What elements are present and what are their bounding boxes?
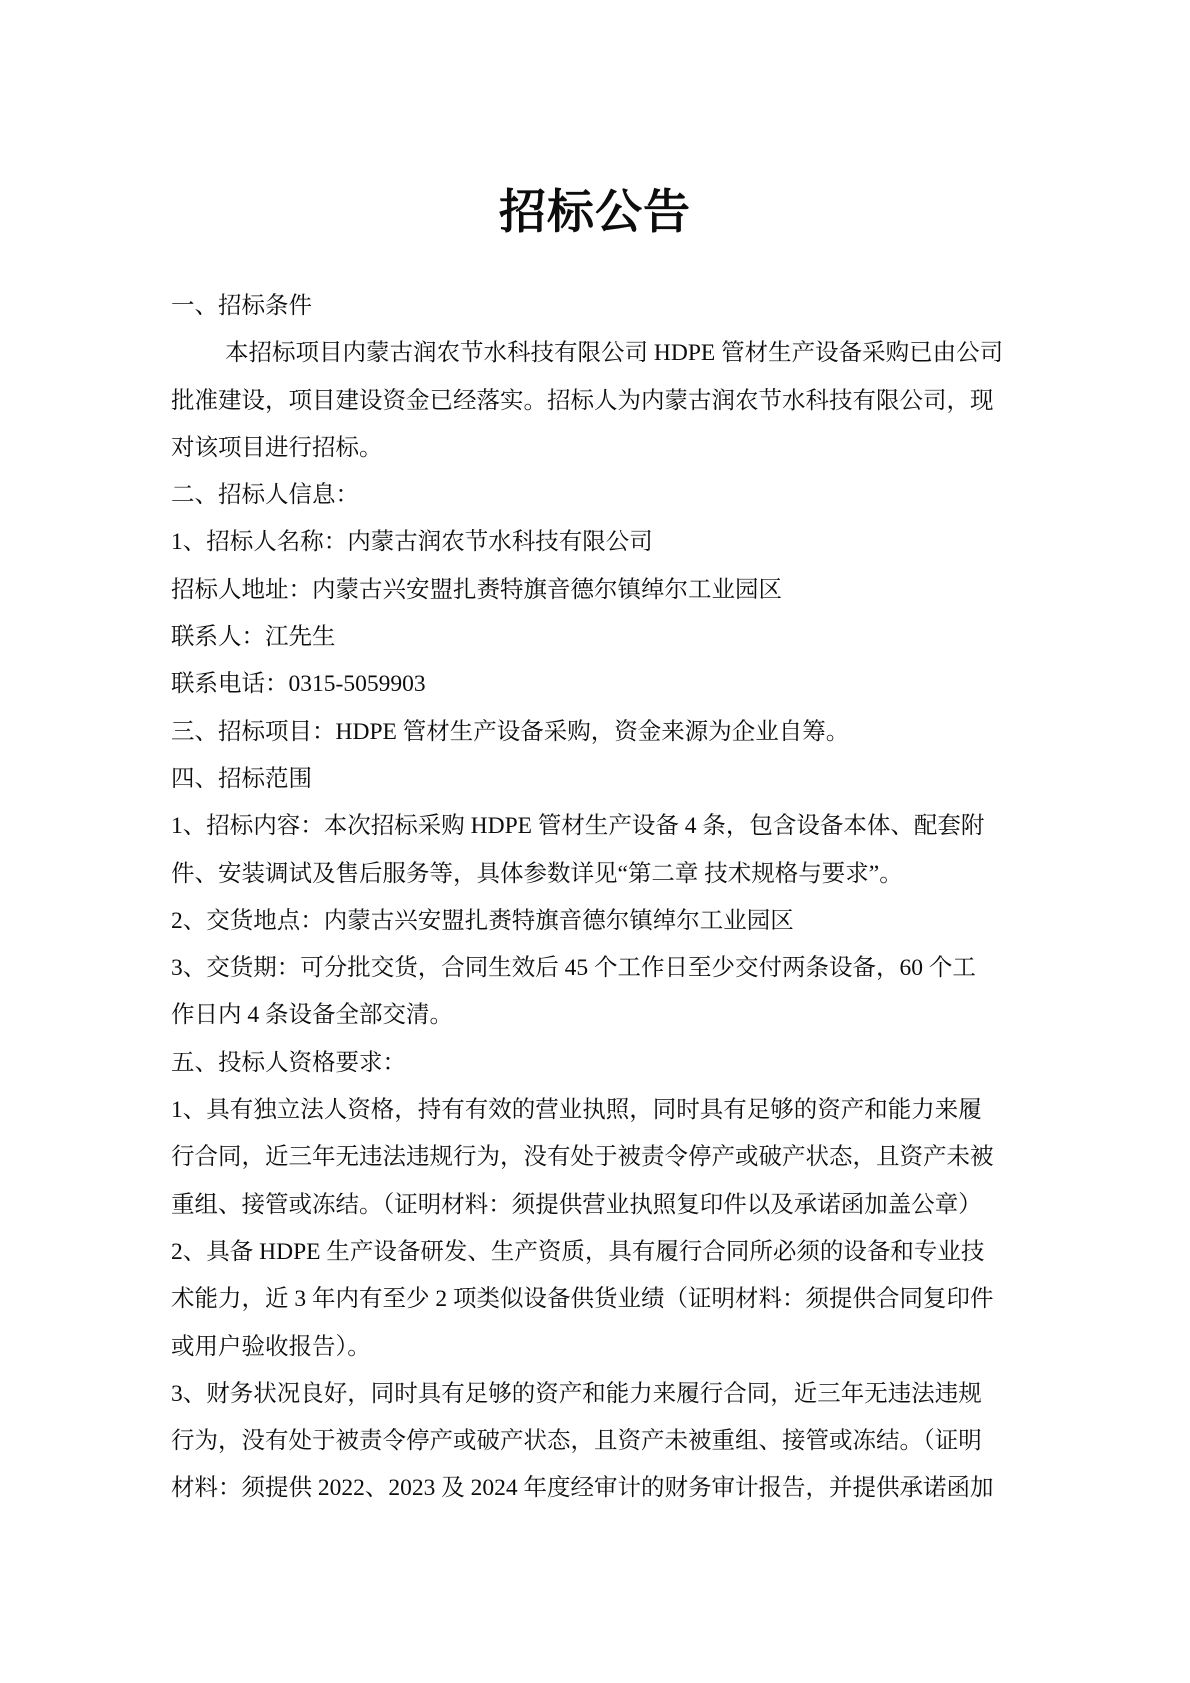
doc-line-20: 重组、接管或冻结。（证明材料：须提供营业执照复印件以及承诺函加盖公章） — [171, 1191, 982, 1218]
doc-line-25: 行为，没有处于被责令停产或破产状态，且资产未被重组、接管或冻结。（证明 — [171, 1428, 982, 1455]
document-body — [171, 283, 1021, 1513]
doc-line-22: 术能力，近 3 年内有至少 2 项类似设备供货业绩（证明材料：须提供合同复印件 — [171, 1286, 994, 1313]
doc-line-17-heading-bidder-qualification: 五、投标人资格要求： — [171, 1049, 406, 1076]
doc-line-01-heading-tender-conditions: 一、招标条件 — [171, 293, 312, 319]
doc-line-18: 1、具有独立法人资格，持有有效的营业执照，同时具有足够的资产和能力来履 — [171, 1097, 982, 1124]
doc-line-26: 材料：须提供 2022、2023 及 2024 年度经审计的财务审计报告，并提供承诺函加 — [171, 1475, 994, 1502]
doc-line-12: 1、招标内容：本次招标采购 HDPE 管材生产设备 4 条，包含设备本体、配套附 — [171, 813, 985, 840]
page-title: 招标公告 — [499, 187, 691, 239]
doc-line-04: 对该项目进行招标。 — [171, 434, 383, 461]
doc-line-23: 或用户验收报告）。 — [171, 1333, 371, 1360]
doc-line-11-heading-tender-scope: 四、招标范围 — [171, 765, 312, 792]
doc-line-02: 本招标项目内蒙古润农节水科技有限公司 HDPE 管材生产设备采购已由公司 — [225, 340, 1004, 367]
doc-line-14-delivery-place: 2、交货地点：内蒙古兴安盟扎赉特旗音德尔镇绰尔工业园区 — [171, 907, 794, 934]
doc-line-08-contact-person: 联系人：江先生 — [171, 624, 336, 651]
doc-line-06-tenderer-name: 1、招标人名称：内蒙古润农节水科技有限公司 — [171, 529, 653, 556]
doc-line-03: 批准建设，项目建设资金已经落实。招标人为内蒙古润农节水科技有限公司，现 — [171, 387, 994, 414]
doc-line-09-contact-phone: 联系电话：0315-5059903 — [171, 671, 426, 698]
doc-line-05-heading-tenderer-info: 二、招标人信息： — [171, 482, 359, 509]
doc-line-24: 3、财务状况良好，同时具有足够的资产和能力来履行合同，近三年无违法违规 — [171, 1380, 982, 1407]
doc-line-15-delivery-period: 3、交货期：可分批交货，合同生效后 45 个工作日至少交付两条设备，60 个工 — [171, 955, 976, 982]
doc-line-19: 行合同，近三年无违法违规行为，没有处于被责令停产或破产状态，且资产未被 — [171, 1144, 994, 1171]
doc-line-07-tenderer-address: 招标人地址：内蒙古兴安盟扎赉特旗音德尔镇绰尔工业园区 — [171, 576, 782, 603]
doc-line-10-heading-tender-project: 三、招标项目：HDPE 管材生产设备采购，资金来源为企业自筹。 — [171, 718, 850, 745]
doc-line-21: 2、具备 HDPE 生产设备研发、生产资质，具有履行合同所必须的设备和专业技 — [171, 1238, 985, 1265]
doc-line-13: 件、安装调试及售后服务等，具体参数详见“第二章 技术规格与要求”。 — [171, 860, 903, 887]
doc-line-16: 作日内 4 条设备全部交清。 — [171, 1002, 453, 1029]
